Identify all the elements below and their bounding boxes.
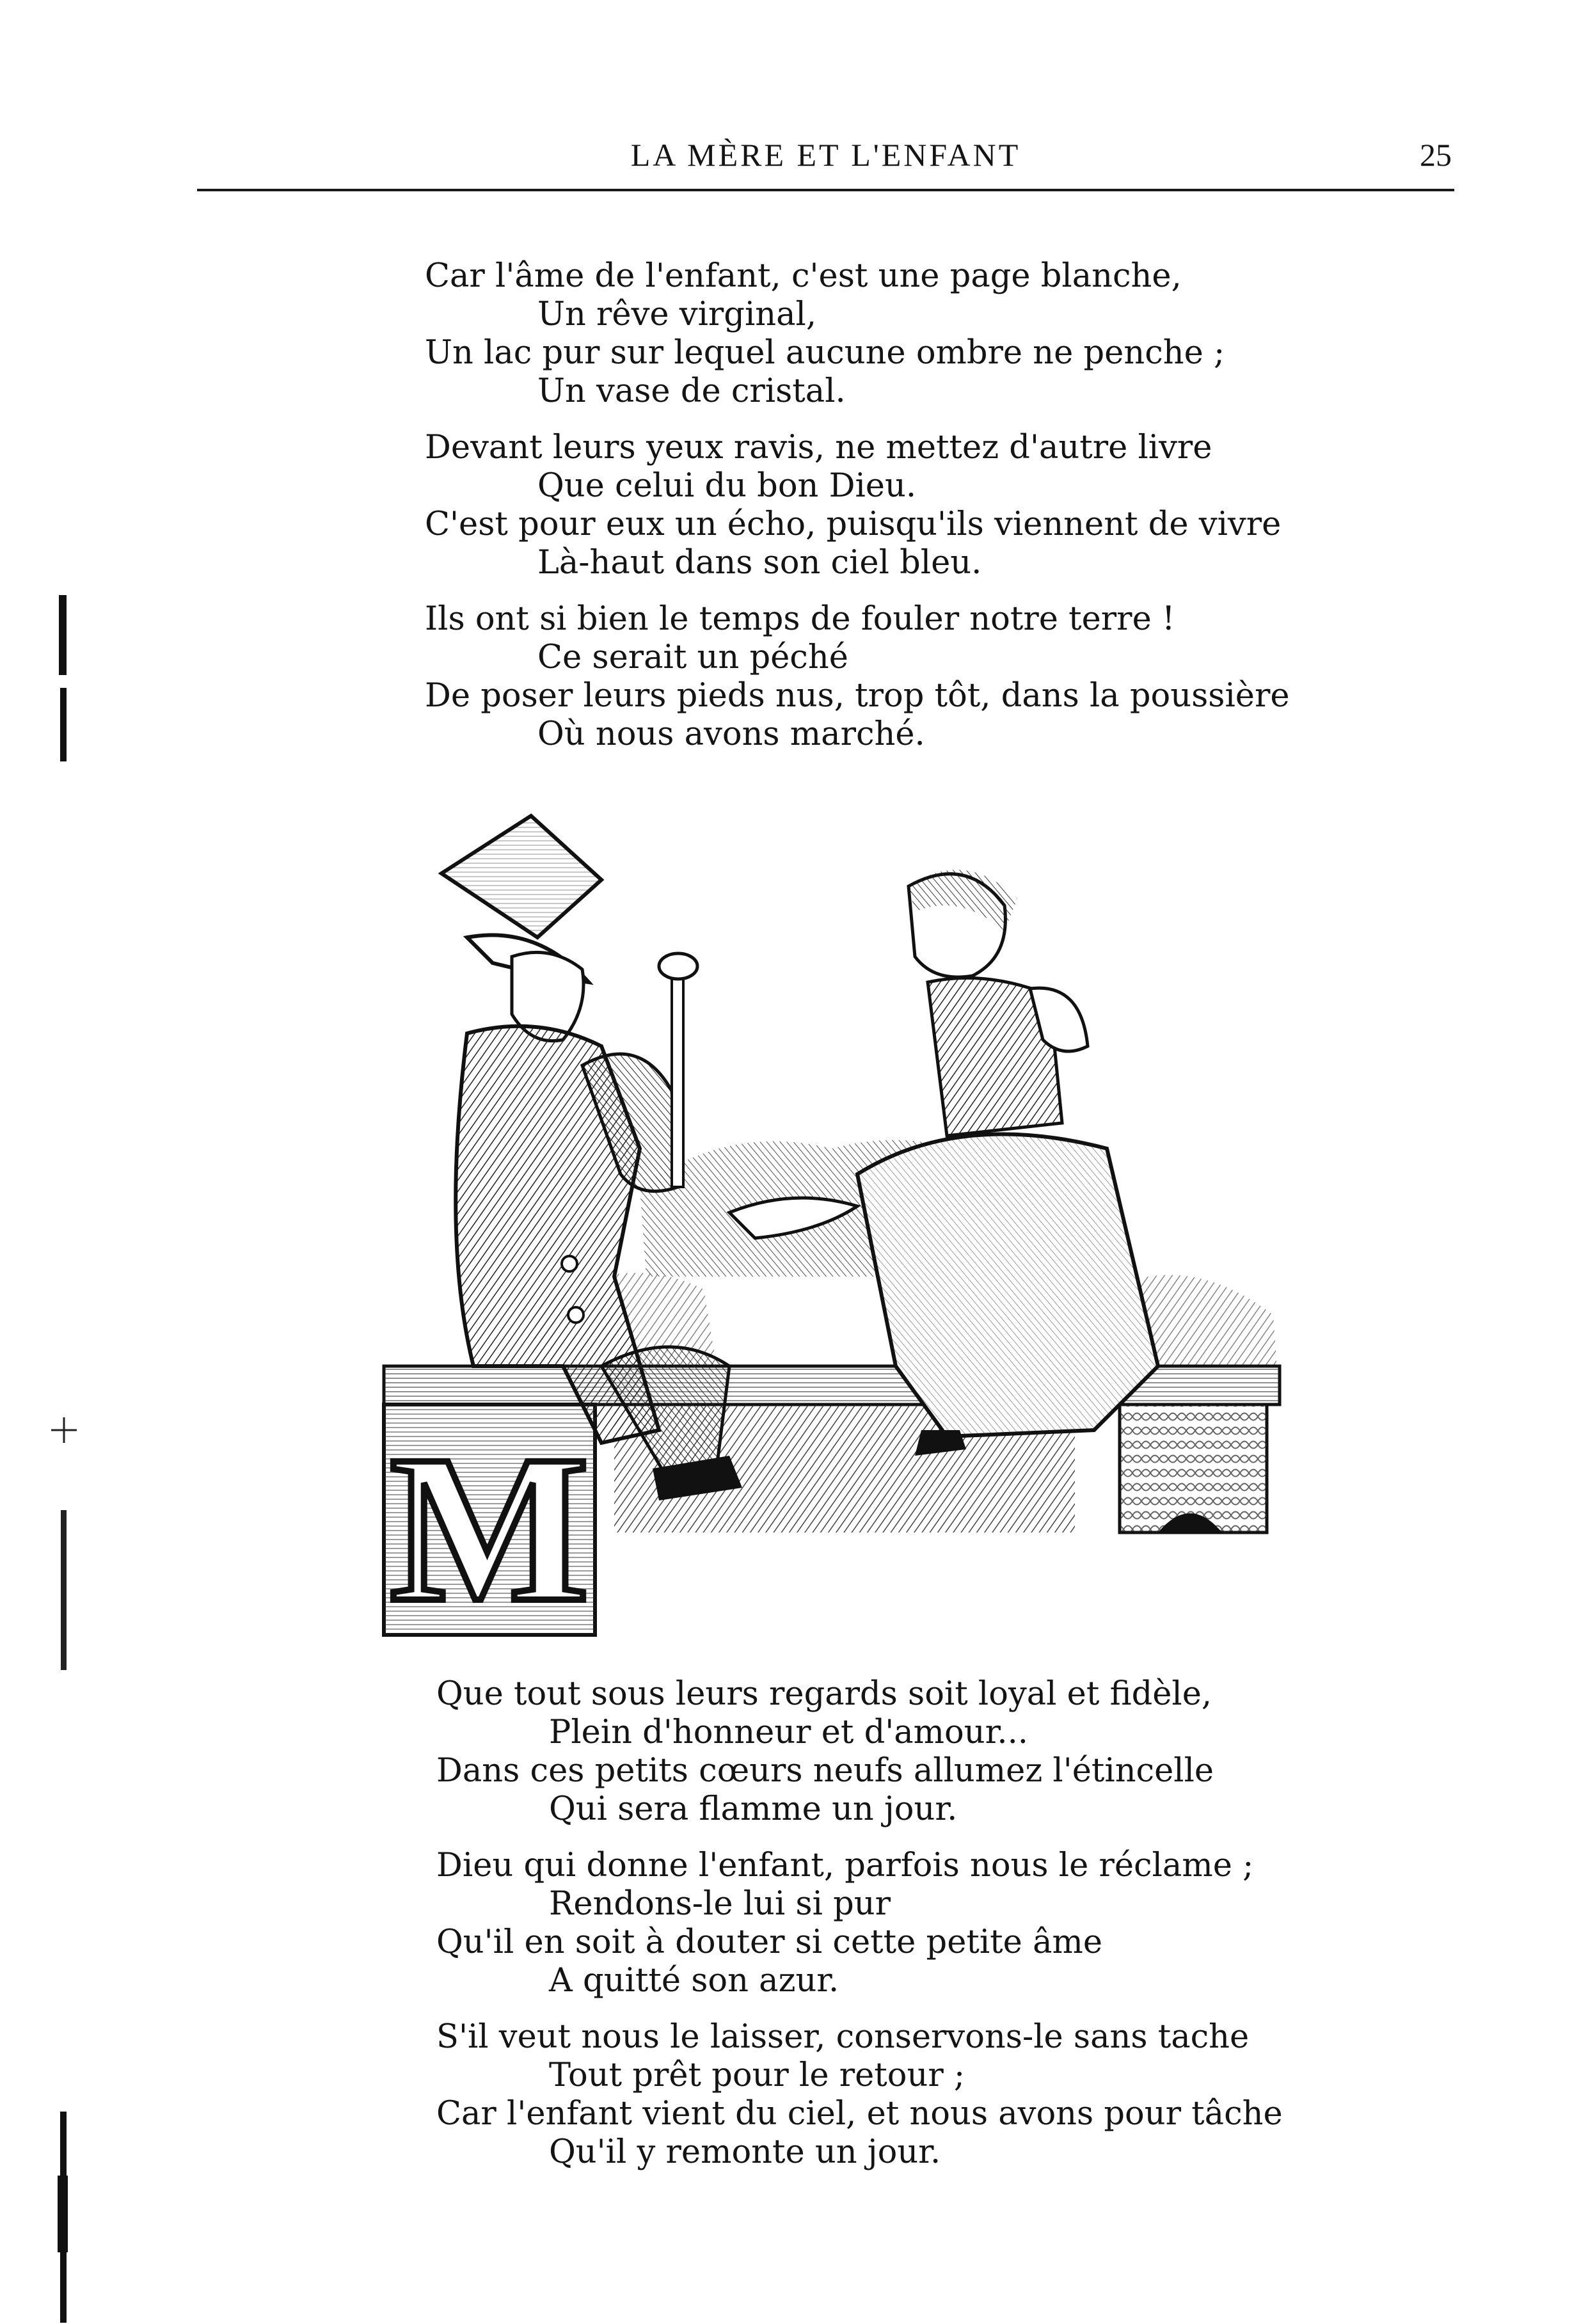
stanza-5 [436,1847,1283,2000]
poem-line: Où nous avons marché. [537,715,925,753]
poem-line: Rendons-le lui si pur [549,1885,891,1923]
running-title: LA MÈRE ET L'ENFANT [630,137,1021,173]
stanza-6 [436,2018,1283,2172]
poem-line: Un lac pur sur lequel aucune ombre ne penche ; [425,334,1225,372]
poem-line: Car l'âme de l'enfant, c'est une page blanche, [425,257,1182,295]
poem-line: Qui sera flamme un jour. [549,1790,958,1828]
poem-line: Un rêve virginal, [537,296,817,333]
stanza-1 [425,257,1290,411]
poem-line: Dieu qui donne l'enfant, parfois nous le réclame ; [436,1847,1254,1884]
poem-line: C'est pour eux un écho, puisqu'ils viennent de vivre [425,505,1282,543]
stanza-2 [425,429,1290,582]
poem-line: Car l'enfant vient du ciel, et nous avons pour tâche [436,2095,1283,2133]
poem-line: Plein d'honneur et d'amour... [549,1714,1028,1751]
poem-line: Qu'il y remonte un jour. [549,2133,941,2171]
poem-line: Dans ces petits cœurs neufs allumez l'étincelle [436,1752,1214,1790]
poem-line: Devant leurs yeux ravis, ne mettez d'autre livre [425,429,1212,466]
poem-line: Que celui du bon Dieu. [537,467,917,505]
poem-line: A quitté son azur. [549,1962,839,2000]
drop-cap [384,1405,595,1646]
poem-line: S'il veut nous le laisser, conservons-le sans tache [436,2018,1250,2056]
poem-line: Là-haut dans son ciel bleu. [537,544,982,582]
poem-line: Tout prêt pour le retour ; [549,2057,965,2094]
poem-line: Qu'il en soit à douter si cette petite âme [436,1923,1103,1961]
running-header [197,131,1454,191]
poem-line: Un vase de cristal. [537,372,846,410]
poem-bottom [436,1675,1283,2190]
poem-line: Ils ont si bien le temps de fouler notre terre ! [425,600,1175,638]
scan-margin-artifacts [0,0,128,2324]
poem-line: Que tout sous leurs regards soit loyal et fidèle, [436,1675,1212,1713]
drop-cap-letter: M [390,1412,589,1646]
poem-line: De poser leurs pieds nus, trop tôt, dans la poussière [425,677,1290,715]
stanza-4 [436,1675,1283,1829]
page-number: 25 [1420,137,1452,173]
engraving-illustration [371,790,1318,1651]
poem-top [425,257,1290,772]
poem-line: Ce serait un péché [537,639,848,676]
stanza-3 [425,600,1290,754]
